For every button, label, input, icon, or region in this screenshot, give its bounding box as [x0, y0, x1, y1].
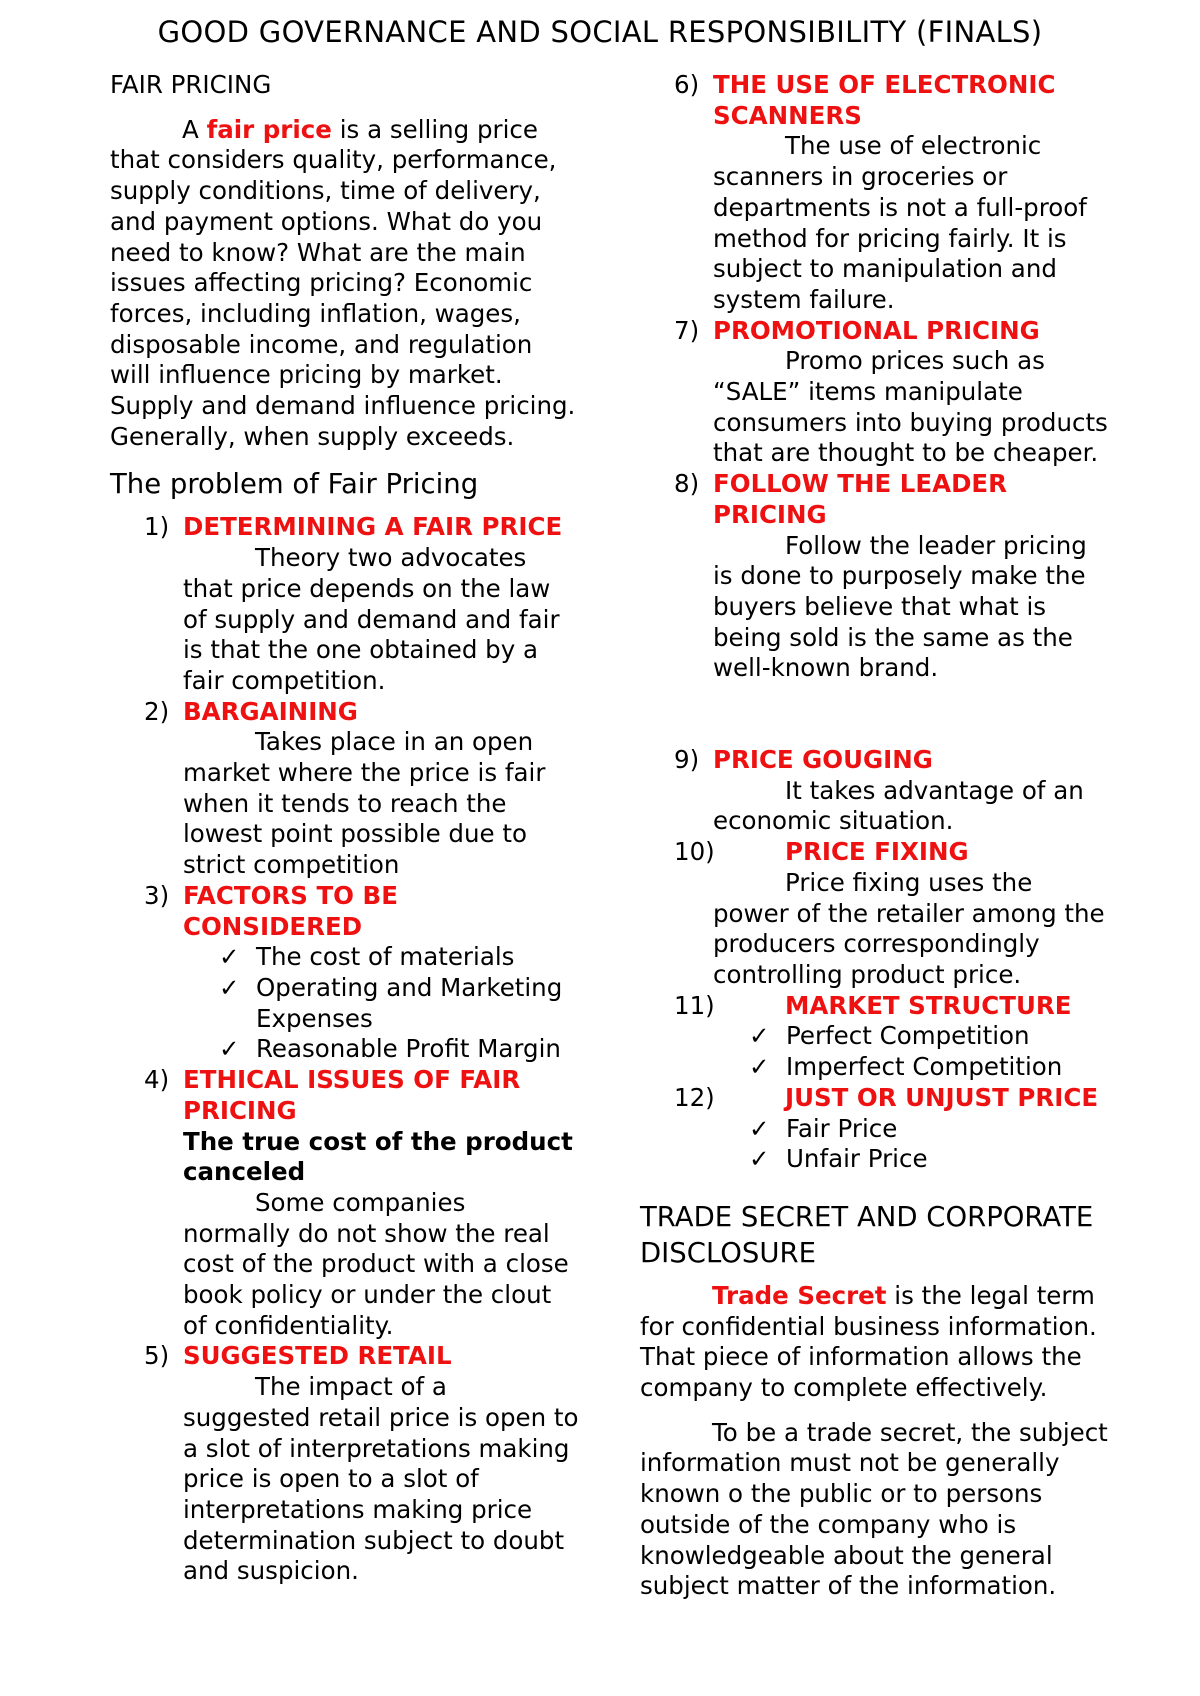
checkmark-icon: ✓ [749, 1052, 770, 1082]
item-title: BARGAINING [183, 696, 358, 726]
check-label: Operating and Marketing Expenses [256, 972, 563, 1033]
problem-heading: The problem of Fair Pricing [110, 468, 479, 501]
item-subtitle: The true cost of the product canceled [183, 1126, 573, 1187]
list-item-8 [640, 469, 1110, 684]
item-number: 5) [144, 1341, 170, 1371]
list-item-9 [640, 745, 1110, 837]
item-number: 6) [674, 70, 700, 99]
item-number: 2) [144, 696, 170, 726]
check-item [183, 942, 580, 973]
checkmark-icon: ✓ [219, 972, 240, 1002]
check-item [713, 1021, 1110, 1052]
item-number: 1) [144, 512, 170, 542]
check-label: Fair Price [786, 1113, 898, 1143]
list-item-4 [110, 1065, 580, 1341]
item-body: Takes place in an open market where the price is fair when it tends to reach the lowest point possible due to strict competition [183, 727, 546, 880]
item-number: 11) [674, 990, 715, 1020]
item-title: PRICE FIXING [785, 837, 969, 867]
item-title: THE USE OF ELECTRONIC SCANNERS [713, 70, 1056, 130]
item-title: DETERMINING A FAIR PRICE [183, 512, 563, 542]
item-title: ETHICAL ISSUES OF FAIR PRICING [183, 1065, 521, 1125]
item-title: JUST OR UNJUST PRICE [785, 1082, 1099, 1112]
document-title: GOOD GOVERNANCE AND SOCIAL RESPONSIBILITY (FINALS) [157, 15, 1043, 49]
check-label: Reasonable Profit Margin [256, 1034, 561, 1064]
checkmark-icon: ✓ [219, 942, 240, 972]
trade-secret-rest: is the legal term for confidential business information. That piece of information allows the company to complete effectively. [640, 1280, 1097, 1403]
right-column [640, 70, 1110, 1602]
item-body: Promo prices such as “SALE” items manipulate consumers into buying products that are thought to be cheaper. [713, 346, 1108, 468]
checkmark-icon: ✓ [219, 1034, 240, 1064]
list-item-2 [110, 697, 580, 881]
item-number: 9) [674, 745, 700, 775]
check-item [183, 973, 580, 1034]
item-body: Some companies normally do not show the real cost of the product with a close book policy or under the clout of confidentiality. [183, 1187, 569, 1340]
check-label: Perfect Competition [786, 1021, 1030, 1051]
trade-secret-paragraph-1 [640, 1281, 1110, 1404]
checkmark-icon: ✓ [749, 1021, 770, 1051]
check-item [183, 1034, 580, 1065]
check-item [713, 1114, 1110, 1145]
section-label-fair-pricing: FAIR PRICING [110, 70, 272, 99]
check-label: Imperfect Competition [786, 1052, 1063, 1082]
item-number: 12) [674, 1082, 715, 1112]
check-item [713, 1052, 1110, 1083]
item-title: MARKET STRUCTURE [785, 990, 1072, 1020]
item-number: 8) [674, 469, 700, 499]
item-title: SUGGESTED RETAIL [183, 1341, 452, 1371]
list-item-3 [110, 881, 580, 942]
fair-price-term: fair price [206, 114, 332, 144]
trade-secret-heading: TRADE SECRET AND CORPORATE DISCLOSURE [640, 1200, 1094, 1269]
item-body: Price fixing uses the power of the retailer among the producers correspondingly controlling product price. [713, 867, 1105, 989]
list-item-10 [640, 837, 1110, 991]
list-item-11 [640, 991, 1110, 1022]
item-body: Follow the leader pricing is done to purposely make the buyers believe that what is being sold is the same as the well-known brand. [713, 530, 1087, 683]
item-body: It takes advantage of an economic situation. [713, 775, 1084, 836]
check-item [713, 1144, 1110, 1175]
item-title: PRICE GOUGING [713, 745, 933, 775]
list-item-1 [110, 512, 580, 696]
list-item-7 [640, 316, 1110, 470]
item-title: PROMOTIONAL PRICING [713, 315, 1040, 345]
item-title: FACTORS TO BE CONSIDERED [183, 880, 398, 941]
checkmark-icon: ✓ [749, 1144, 770, 1174]
list-item-5 [110, 1341, 580, 1587]
left-column [110, 70, 580, 1587]
trade-secret-paragraph-2: To be a trade secret, the subject information must not be generally known o the public or to persons outside of the company who is knowledgeable about the general subject matter of the information. [640, 1417, 1108, 1601]
trade-secret-term: Trade Secret [712, 1280, 887, 1310]
intro-lead: A [182, 114, 207, 144]
list-item-6 [640, 70, 1110, 316]
check-label: The cost of materials [256, 942, 515, 972]
item-title: FOLLOW THE LEADER PRICING [713, 469, 1008, 529]
item-number: 7) [674, 315, 700, 345]
list-item-12 [640, 1083, 1110, 1114]
item-body: The impact of a suggested retail price is open to a slot of interpretations making price is open to a slot of interpretations making price determination subject to doubt and suspicion. [183, 1372, 579, 1586]
intro-paragraph [110, 115, 580, 453]
item-number: 10) [674, 837, 715, 867]
check-label: Unfair Price [786, 1144, 928, 1174]
intro-rest: is a selling price that considers quality, performance, supply conditions, time of delivery, and payment options. What do you need to know? What are the main issues affecting pricing? Economic forces, including inflation, wages, disposable income, and regulation will influence pricing by market. Supply and demand influence pricing. Generally, when supply exceeds. [110, 114, 576, 451]
item-body: The use of electronic scanners in groceries or departments is not a full-proof method for pricing fairly. It is subject to manipulation and system failure. [713, 131, 1087, 314]
checkmark-icon: ✓ [749, 1113, 770, 1143]
item-number: 4) [144, 1065, 170, 1095]
item-number: 3) [144, 880, 170, 910]
item-body: Theory two advocates that price depends on the law of supply and demand and fair is that the one obtained by a fair competition. [183, 543, 560, 695]
